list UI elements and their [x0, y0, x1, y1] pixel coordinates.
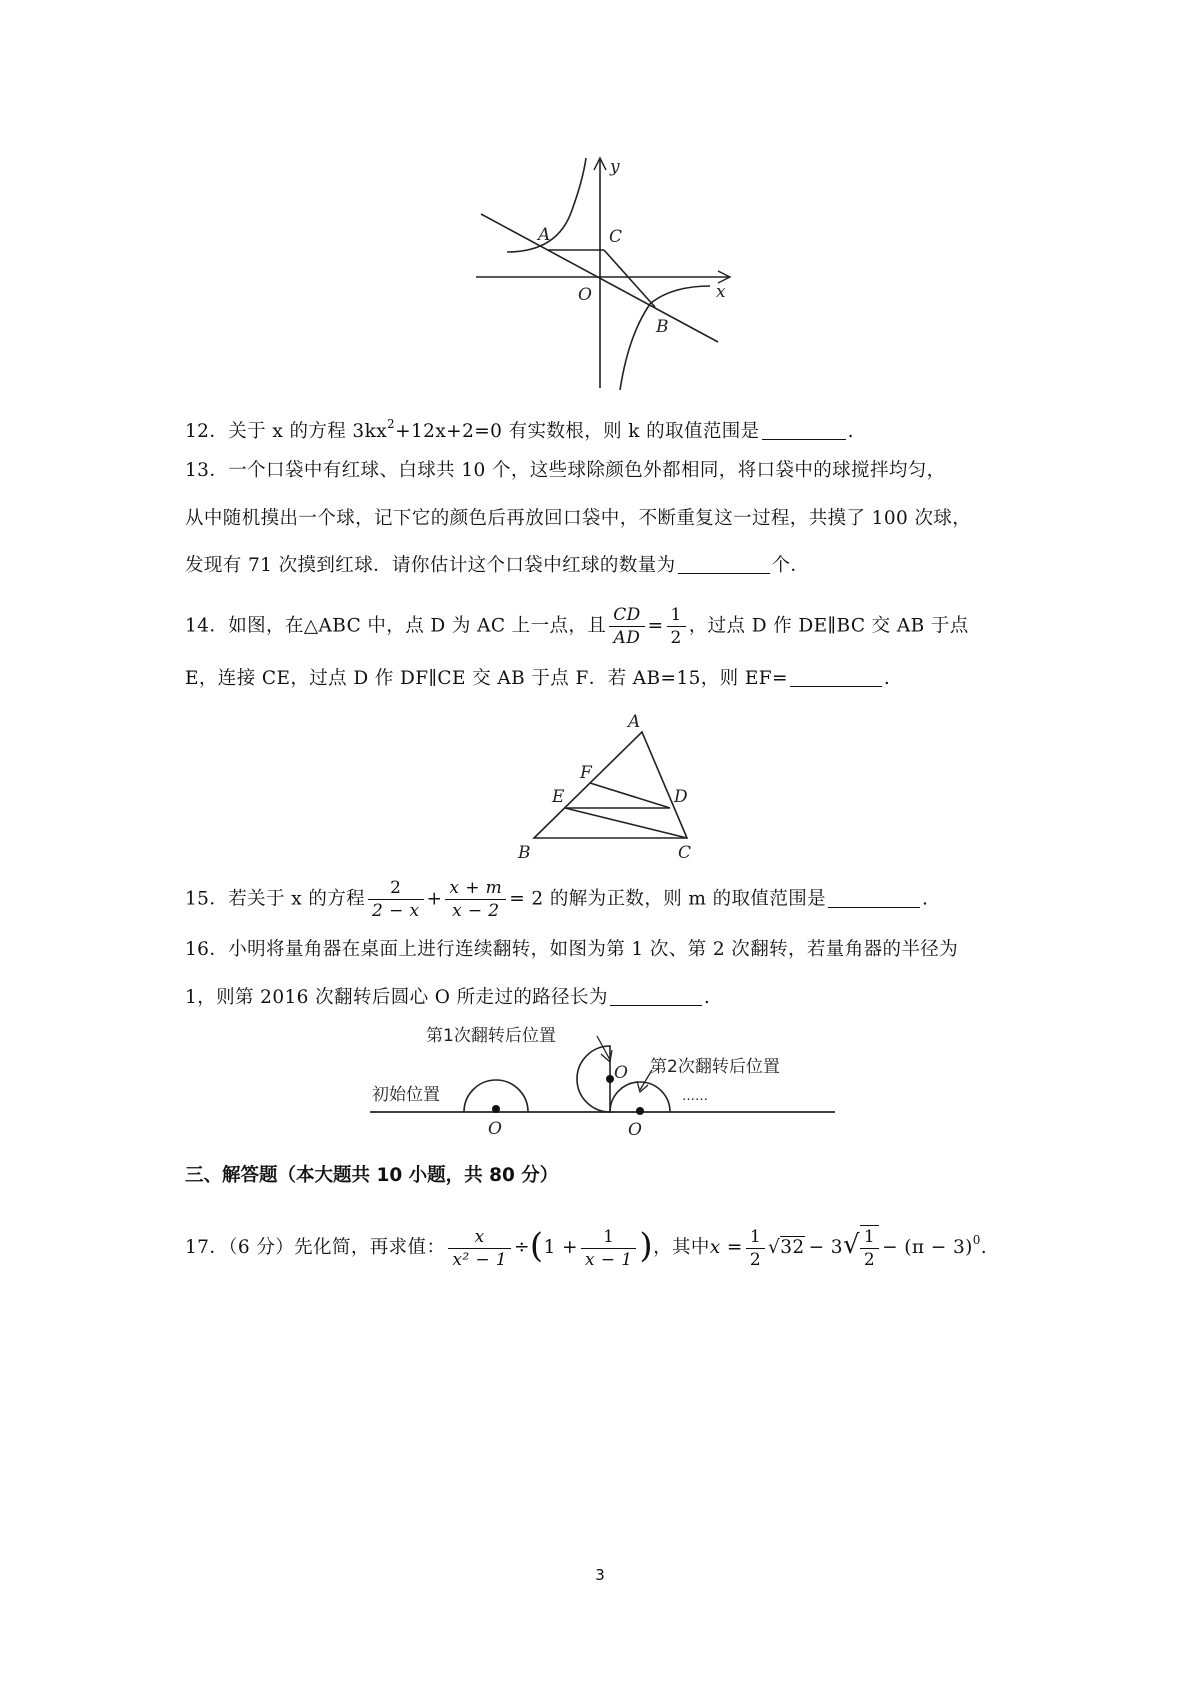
center-first-flip — [606, 1075, 614, 1083]
q15-plus: + — [426, 888, 443, 910]
q17-sqrt-sign-2: √ — [842, 1230, 860, 1260]
q17-tail: − (π − 3) — [882, 1237, 973, 1258]
q15-text-b: = 2 的解为正数，则 m 的取值范围是 — [509, 888, 827, 910]
q16-text-a: 1，则第 2016 次翻转后圆心 O 所走过的路径长为 — [185, 987, 608, 1008]
q14-text-b: ，过点 D 作 DE∥BC 交 AB 于点 — [688, 615, 969, 637]
question-13-line-1: 13．一个口袋中有红球、白球共 10 个，这些球除颜色外都相同，将口袋中的球搅拌均匀， — [185, 460, 946, 481]
q17-fraction-1: $\frac{x}{\text{x² − 1}}$ — [448, 1226, 511, 1271]
triangle-label-a: A — [628, 712, 641, 732]
q15-fraction-2: $\frac{x + m}{x - 2}$ — [445, 877, 506, 922]
q17-fraction-4: $\frac{1}{2}$ — [860, 1225, 879, 1271]
center-initial — [492, 1105, 500, 1113]
q17-text-b: ，其中 — [653, 1237, 710, 1258]
q17-fraction-2: $\frac{1}{x - 1}$ — [581, 1226, 636, 1271]
q12-text-b: +12x+2=0 有实数根，则 k 的取值范围是 — [395, 421, 760, 442]
point-c-label: C — [609, 227, 623, 247]
q16-end: . — [703, 987, 711, 1008]
label-initial: 初始位置 — [372, 1085, 440, 1105]
triangle-label-c: C — [678, 843, 692, 863]
question-16-line-1: 16．小明将量角器在桌面上进行连续翻转，如图为第 1 次、第 2 次翻转，若量角器的半径为 — [185, 939, 959, 960]
q13-text-b: 个． — [771, 555, 810, 576]
q13-text-a: 发现有 71 次摸到红球．请你估计这个口袋中红球的数量为 — [185, 555, 676, 576]
q12-number: 12． — [185, 421, 229, 442]
page-number: 3 — [595, 1566, 605, 1584]
q17-text-a: 17．（6 分）先化简，再求值： — [185, 1237, 446, 1258]
origin-label: O — [578, 285, 592, 305]
center-second-flip — [636, 1107, 644, 1115]
triangle-label-b: B — [518, 843, 531, 863]
q17-sqrt-32: 32 — [780, 1237, 805, 1258]
q17-paren-close: ) — [639, 1226, 654, 1266]
question-17 — [185, 1225, 987, 1271]
q17-paren-open: ( — [529, 1226, 544, 1266]
q15-fraction-1: $\frac{2}{2 - x}$ — [368, 877, 423, 922]
origin-initial-label: O — [488, 1119, 502, 1139]
axis-x-label: x — [716, 282, 726, 302]
question-13-line-2: 从中随机摸出一个球，记下它的颜色后再放回口袋中，不断重复这一过程，共摸了 100 次球， — [185, 508, 972, 529]
triangle-label-f: F — [580, 763, 592, 783]
q17-minus-3: − 3 — [808, 1237, 843, 1258]
triangle-label-e: E — [552, 787, 565, 807]
q17-sqrt-sign: √ — [768, 1237, 781, 1258]
q14-equals: = — [647, 615, 664, 637]
q14-end: . — [883, 668, 891, 689]
q12-end: . — [847, 421, 854, 442]
axis-y-label: y — [610, 157, 620, 177]
q14-text-a: 14．如图，在△ABC 中，点 D 为 AC 上一点，且 — [185, 615, 607, 637]
q17-divide: ÷ — [514, 1237, 530, 1258]
q14-fraction-cd-ad: $\frac{CD}{AD}$ — [609, 604, 644, 649]
q12-text-a: 关于 x 的方程 3kx — [228, 421, 388, 442]
label-first-flip: 第1次翻转后位置 — [426, 1026, 556, 1046]
q17-one-plus: 1 + — [543, 1237, 578, 1258]
label-second-flip: 第2次翻转后位置 — [650, 1057, 780, 1077]
triangle-label-d: D — [674, 787, 688, 807]
section-3-heading: 三、解答题（本大题共 10 小题，共 80 分） — [185, 1165, 559, 1186]
q17-end: . — [980, 1237, 988, 1258]
q17-x-equals: x = — [709, 1237, 743, 1258]
protractor-first-flip — [577, 1046, 610, 1112]
q17-fraction-3: $\frac{1}{2}$ — [746, 1226, 765, 1271]
q12-exponent: 2 — [387, 417, 396, 431]
q17-exponent-zero: 0 — [972, 1233, 981, 1247]
q15-end: . — [922, 888, 929, 910]
point-b-label: B — [656, 317, 669, 337]
q14-fraction-half: $\frac{1}{2}$ — [667, 604, 686, 649]
point-a-label: A — [538, 225, 551, 245]
q15-text-a: 15．若关于 x 的方程 — [185, 888, 366, 910]
origin-second-label: O — [628, 1120, 642, 1140]
origin-first-label: O — [614, 1063, 628, 1083]
q14-text-c: E，连接 CE，过点 D 作 DF∥CE 交 AB 于点 F．若 AB=15，则 EF= — [185, 668, 788, 689]
continuation-dots: …… — [682, 1089, 708, 1104]
